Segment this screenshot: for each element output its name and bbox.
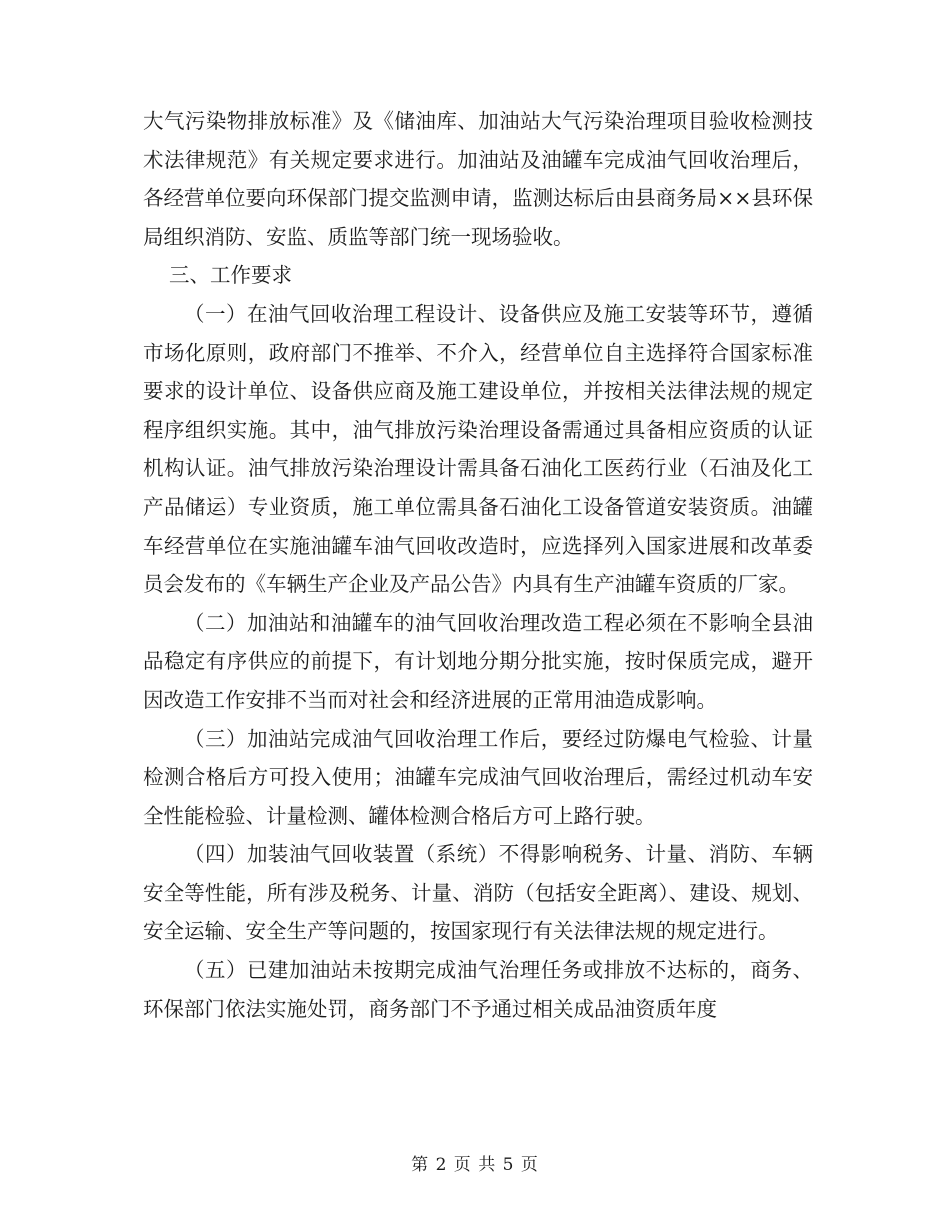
page-number-footer: 第 2 页 共 5 页 <box>411 1155 539 1175</box>
requirement-5: （五）已建加油站未按期完成油气治理任务或排放不达标的，商务、环保部门依法实施处罚，商务部门不予通过相关成品油资质年度 <box>143 958 813 1021</box>
requirement-2: （二）加油站和油罐车的油气回收治理改造工程必须在不影响全县油品稳定有序供应的前提下，有计划地分期分批实施，按时保质完成，避开因改造工作安排不当而对社会和经济进展的正常用油造成影响。 <box>143 610 813 712</box>
document-body <box>143 102 813 1028</box>
requirement-1: （一）在油气回收治理工程设计、设备供应及施工安装等环节，遵循市场化原则，政府部门不推举、不介入，经营单位自主选择符合国家标准要求的设计单位、设备供应商及施工建设单位，并按相关法律法规的规定程序组织实施。其中，油气排放污染治理设备需通过具备相应资质的认证机构认证。油气排放污染治理设计需具备石油化工医药行业（石油及化工产品储运）专业资质，施工单位需具备石油化工设备管道安装资质。油罐车经营单位在实施油罐车油气回收改造时，应选择列入国家进展和改革委员会发布的《车辆生产企业及产品公告》内具有生产油罐车资质的厂家。 <box>143 301 813 597</box>
requirement-3: （三）加油站完成油气回收治理工作后，要经过防爆电气检验、计量检测合格后方可投入使用；油罐车完成油气回收治理后，需经过机动车安全性能检验、计量检测、罐体检测合格后方可上路行驶。 <box>143 726 813 828</box>
section-heading: 三、工作要求 <box>169 263 292 288</box>
requirement-4: （四）加装油气回收装置（系统）不得影响税务、计量、消防、车辆安全等性能，所有涉及税务、计量、消防（包括安全距离）、建设、规划、安全运输、安全生产等问题的，按国家现行有关法律法规的规定进行。 <box>143 842 813 944</box>
paragraph-continuation: 大气污染物排放标准》及《储油库、加油站大气污染治理项目验收检测技术法律规范》有关规定要求进行。加油站及油罐车完成油气回收治理后，各经营单位要向环保部门提交监测申请，监测达标后由县商务局××县环保局组织消防、安监、质监等部门统一现场验收。 <box>143 109 813 249</box>
